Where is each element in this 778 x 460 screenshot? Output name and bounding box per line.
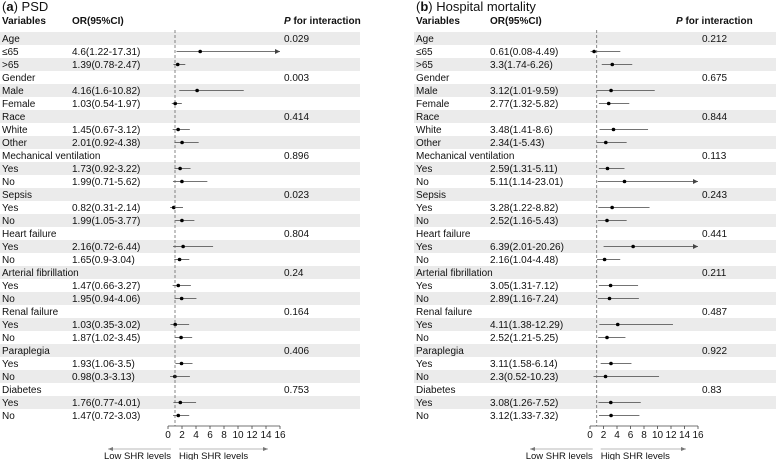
subgroup-label: White bbox=[2, 125, 28, 136]
x-tick-label: 10 bbox=[651, 430, 664, 441]
subgroup-label: Yes bbox=[416, 320, 433, 331]
x-tick-label: 12 bbox=[665, 430, 677, 441]
p-interaction-value: 0.211 bbox=[702, 268, 727, 279]
group-label: Sepsis bbox=[416, 190, 447, 201]
subgroup-label: >65 bbox=[416, 60, 433, 71]
p-interaction-value: 0.406 bbox=[284, 346, 310, 357]
row-stripe bbox=[414, 292, 776, 305]
row-stripe bbox=[414, 396, 776, 409]
group-label: Sepsis bbox=[2, 190, 33, 201]
or-ci-text: 0.82(0.31-2.14) bbox=[72, 203, 141, 214]
or-ci-text: 1.87(1.02-3.45) bbox=[72, 333, 141, 344]
ci-arrow bbox=[693, 179, 698, 184]
row-stripe bbox=[414, 318, 776, 331]
subgroup-label: No bbox=[416, 411, 429, 422]
or-ci-text: 3.28(1.22-8.82) bbox=[490, 203, 559, 214]
or-ci-text: 0.98(0.3-3.13) bbox=[72, 372, 135, 383]
or-point bbox=[176, 414, 180, 418]
p-interaction-value: 0.675 bbox=[702, 73, 728, 84]
p-interaction-value: 0.164 bbox=[284, 307, 310, 318]
x-tick-label: 16 bbox=[692, 430, 704, 441]
or-ci-text: 1.76(0.77-4.01) bbox=[72, 398, 141, 409]
x-tick-label: 14 bbox=[678, 430, 691, 441]
or-point bbox=[195, 89, 199, 93]
p-interaction-value: 0.023 bbox=[284, 190, 310, 201]
subgroup-label: No bbox=[2, 294, 15, 305]
subgroup-label: White bbox=[416, 125, 442, 136]
or-ci-text: 1.45(0.67-3.12) bbox=[72, 125, 141, 136]
forest-panel-a bbox=[0, 0, 361, 460]
group-label: Gender bbox=[416, 73, 450, 84]
group-label: Renal failure bbox=[2, 307, 59, 318]
p-interaction-value: 0.029 bbox=[284, 34, 310, 45]
x-label-high: High SHR levels bbox=[600, 451, 670, 460]
subgroup-label: >65 bbox=[2, 60, 19, 71]
or-point bbox=[609, 362, 613, 366]
p-interaction-value: 0.24 bbox=[284, 268, 304, 279]
x-tick-label: 16 bbox=[274, 430, 286, 441]
group-label: Race bbox=[416, 112, 440, 123]
x-tick-label: 2 bbox=[179, 430, 185, 441]
or-point bbox=[610, 63, 614, 67]
or-point bbox=[604, 375, 608, 379]
or-point bbox=[605, 336, 609, 340]
or-point bbox=[606, 167, 610, 171]
or-ci-text: 2.89(1.16-7.24) bbox=[490, 294, 559, 305]
subgroup-label: ≤65 bbox=[2, 47, 19, 58]
group-label: Diabetes bbox=[2, 385, 42, 396]
or-point bbox=[604, 141, 608, 145]
header-variables: Variables bbox=[2, 16, 46, 27]
x-label-high: High SHR levels bbox=[179, 451, 249, 460]
or-ci-text: 1.65(0.9-3.04) bbox=[72, 255, 135, 266]
or-ci-text: 1.95(0.94-4.06) bbox=[72, 294, 141, 305]
x-tick-label: 8 bbox=[641, 430, 647, 441]
subgroup-label: No bbox=[416, 294, 429, 305]
or-ci-text: 4.11(1.38-12.29) bbox=[490, 320, 564, 331]
header-or-ci: OR(95%CI) bbox=[72, 16, 124, 27]
group-label: Mechanical ventilation bbox=[416, 151, 515, 162]
or-point bbox=[178, 258, 182, 262]
subgroup-label: Yes bbox=[416, 281, 433, 292]
subgroup-label: Yes bbox=[2, 359, 19, 370]
header-or-ci: OR(95%CI) bbox=[490, 16, 542, 27]
or-point bbox=[607, 102, 611, 106]
or-ci-text: 0.61(0.08-4.49) bbox=[490, 47, 559, 58]
or-ci-text: 1.47(0.72-3.03) bbox=[72, 411, 141, 422]
subgroup-label: ≤65 bbox=[416, 47, 433, 58]
or-point bbox=[180, 180, 184, 184]
header-variables: Variables bbox=[416, 16, 460, 27]
or-ci-text: 2.52(1.16-5.43) bbox=[490, 216, 559, 227]
high-arrow-head bbox=[681, 447, 686, 451]
p-interaction-value: 0.414 bbox=[284, 112, 310, 123]
p-interaction-value: 0.441 bbox=[702, 229, 728, 240]
subgroup-label: No bbox=[416, 216, 429, 227]
x-tick-label: 14 bbox=[260, 430, 272, 441]
or-ci-text: 4.6(1.22-17.31) bbox=[72, 47, 141, 58]
subgroup-label: Yes bbox=[2, 320, 19, 331]
panel-title: (b) Hospital mortality bbox=[416, 0, 536, 14]
or-point bbox=[592, 50, 596, 54]
or-ci-text: 3.3(1.74-6.26) bbox=[490, 60, 553, 71]
group-label: Renal failure bbox=[416, 307, 473, 318]
group-label: Mechanical ventilation bbox=[2, 151, 101, 162]
row-stripe bbox=[414, 84, 776, 97]
x-tick-label: 10 bbox=[232, 430, 244, 441]
or-ci-text: 4.16(1.6-10.82) bbox=[72, 86, 141, 97]
p-interaction-value: 0.113 bbox=[702, 151, 727, 162]
row-stripe bbox=[414, 58, 776, 71]
subgroup-label: Female bbox=[416, 99, 450, 110]
high-arrow-head bbox=[263, 447, 268, 451]
header-p-interaction: P for interaction bbox=[284, 16, 361, 27]
subgroup-label: Other bbox=[416, 138, 442, 149]
or-ci-text: 2.01(0.92-4.38) bbox=[72, 138, 141, 149]
header-p-interaction: P for interaction bbox=[676, 16, 753, 27]
or-point bbox=[603, 258, 607, 262]
x-label-low: Low SHR levels bbox=[525, 451, 593, 460]
or-ci-text: 2.59(1.31-5.11) bbox=[490, 164, 558, 175]
p-interaction-value: 0.753 bbox=[284, 385, 310, 396]
or-point bbox=[179, 401, 183, 405]
group-label: Age bbox=[2, 34, 20, 45]
or-ci-text: 5.11(1.14-23.01) bbox=[490, 177, 564, 188]
or-point bbox=[605, 219, 609, 223]
x-tick-label: 0 bbox=[165, 430, 171, 441]
group-label: Age bbox=[416, 34, 434, 45]
or-point bbox=[180, 141, 184, 145]
subgroup-label: No bbox=[416, 333, 429, 344]
or-ci-text: 2.52(1.21-5.25) bbox=[490, 333, 559, 344]
panel-title: (a) PSD bbox=[2, 0, 49, 14]
subgroup-label: No bbox=[2, 372, 15, 383]
p-interaction-value: 0.487 bbox=[702, 307, 728, 318]
row-stripe bbox=[414, 162, 776, 175]
group-label: Diabetes bbox=[416, 385, 456, 396]
subgroup-label: Yes bbox=[2, 164, 19, 175]
or-point bbox=[176, 284, 180, 288]
subgroup-label: Female bbox=[2, 99, 36, 110]
or-ci-text: 3.48(1.41-8.6) bbox=[490, 125, 553, 136]
or-ci-text: 1.99(0.71-5.62) bbox=[72, 177, 141, 188]
or-ci-text: 2.3(0.52-10.23) bbox=[490, 372, 559, 383]
subgroup-label: No bbox=[2, 216, 15, 227]
or-point bbox=[180, 362, 184, 366]
group-label: Paraplegia bbox=[2, 346, 50, 357]
or-ci-text: 1.73(0.92-3.22) bbox=[72, 164, 141, 175]
subgroup-label: Male bbox=[416, 86, 438, 97]
or-point bbox=[612, 128, 616, 132]
or-ci-text: 1.47(0.66-3.27) bbox=[72, 281, 141, 292]
or-ci-text: 6.39(2.01-20.26) bbox=[490, 242, 564, 253]
p-interaction-value: 0.243 bbox=[702, 190, 728, 201]
or-point bbox=[609, 284, 613, 288]
group-label: Heart failure bbox=[2, 229, 57, 240]
subgroup-label: Other bbox=[2, 138, 28, 149]
subgroup-label: No bbox=[416, 372, 429, 383]
p-interaction-value: 0.844 bbox=[702, 112, 728, 123]
subgroup-label: Yes bbox=[2, 242, 19, 253]
subgroup-label: Yes bbox=[416, 242, 433, 253]
or-point bbox=[623, 180, 627, 184]
subgroup-label: Yes bbox=[416, 164, 433, 175]
or-ci-text: 1.93(1.06-3.5) bbox=[72, 359, 135, 370]
group-label: Gender bbox=[2, 73, 36, 84]
subgroup-label: No bbox=[2, 177, 15, 188]
p-interaction-value: 0.804 bbox=[284, 229, 310, 240]
or-ci-text: 1.03(0.35-3.02) bbox=[72, 320, 141, 331]
row-stripe bbox=[414, 214, 776, 227]
subgroup-label: No bbox=[2, 333, 15, 344]
or-ci-text: 2.34(1-5.43) bbox=[490, 138, 545, 149]
subgroup-label: No bbox=[416, 177, 429, 188]
x-tick-label: 4 bbox=[614, 430, 620, 441]
or-ci-text: 3.11(1.58-6.14) bbox=[490, 359, 558, 370]
subgroup-label: Yes bbox=[416, 359, 433, 370]
group-label: Arterial fibrillation bbox=[416, 268, 493, 279]
group-label: Arterial fibrillation bbox=[2, 268, 79, 279]
or-ci-text: 3.12(1.33-7.32) bbox=[490, 411, 559, 422]
x-tick-label: 4 bbox=[193, 430, 199, 441]
subgroup-label: Yes bbox=[2, 398, 19, 409]
subgroup-label: No bbox=[2, 411, 15, 422]
p-interaction-value: 0.212 bbox=[702, 34, 728, 45]
x-tick-label: 6 bbox=[207, 430, 213, 441]
or-point bbox=[176, 63, 180, 67]
or-point bbox=[178, 167, 182, 171]
or-ci-text: 2.16(1.04-4.48) bbox=[490, 255, 559, 266]
group-label: Heart failure bbox=[416, 229, 471, 240]
x-tick-label: 12 bbox=[246, 430, 258, 441]
x-tick-label: 0 bbox=[587, 430, 593, 441]
subgroup-label: Yes bbox=[2, 203, 19, 214]
p-interaction-value: 0.922 bbox=[702, 346, 728, 357]
group-label: Paraplegia bbox=[416, 346, 464, 357]
x-tick-label: 6 bbox=[627, 430, 634, 441]
or-point bbox=[609, 414, 613, 418]
subgroup-label: No bbox=[416, 255, 429, 266]
or-ci-text: 3.08(1.26-7.52) bbox=[490, 398, 559, 409]
or-point bbox=[609, 89, 613, 93]
or-ci-text: 1.03(0.54-1.97) bbox=[72, 99, 141, 110]
or-point bbox=[616, 323, 620, 327]
row-stripe bbox=[414, 136, 776, 149]
p-interaction-value: 0.83 bbox=[702, 385, 722, 396]
forest-panel-b bbox=[414, 0, 776, 460]
or-ci-text: 3.12(1.01-9.59) bbox=[490, 86, 559, 97]
or-ci-text: 2.77(1.32-5.82) bbox=[490, 99, 559, 110]
subgroup-label: Yes bbox=[416, 398, 433, 409]
or-point bbox=[176, 128, 180, 132]
p-interaction-value: 0.896 bbox=[284, 151, 310, 162]
or-point bbox=[180, 219, 184, 223]
x-tick-label: 8 bbox=[221, 430, 227, 441]
x-label-low: Low SHR levels bbox=[103, 451, 171, 460]
or-ci-text: 3.05(1.31-7.12) bbox=[490, 281, 559, 292]
subgroup-label: Yes bbox=[2, 281, 19, 292]
or-point bbox=[181, 245, 185, 249]
x-tick-label: 2 bbox=[600, 430, 607, 441]
or-ci-text: 1.99(1.05-3.77) bbox=[72, 216, 141, 227]
subgroup-label: Yes bbox=[416, 203, 433, 214]
subgroup-label: No bbox=[2, 255, 15, 266]
ci-arrow bbox=[275, 49, 280, 54]
or-point bbox=[198, 50, 202, 54]
or-ci-text: 2.16(0.72-6.44) bbox=[72, 242, 141, 253]
or-point bbox=[608, 297, 612, 301]
or-point bbox=[631, 245, 635, 249]
or-ci-text: 1.39(0.78-2.47) bbox=[72, 60, 141, 71]
or-point bbox=[180, 297, 184, 301]
or-point bbox=[609, 401, 613, 405]
p-interaction-value: 0.003 bbox=[284, 73, 310, 84]
subgroup-label: Male bbox=[2, 86, 24, 97]
row-stripe bbox=[414, 240, 776, 253]
or-point bbox=[610, 206, 614, 210]
or-point bbox=[179, 336, 183, 340]
group-label: Race bbox=[2, 112, 26, 123]
